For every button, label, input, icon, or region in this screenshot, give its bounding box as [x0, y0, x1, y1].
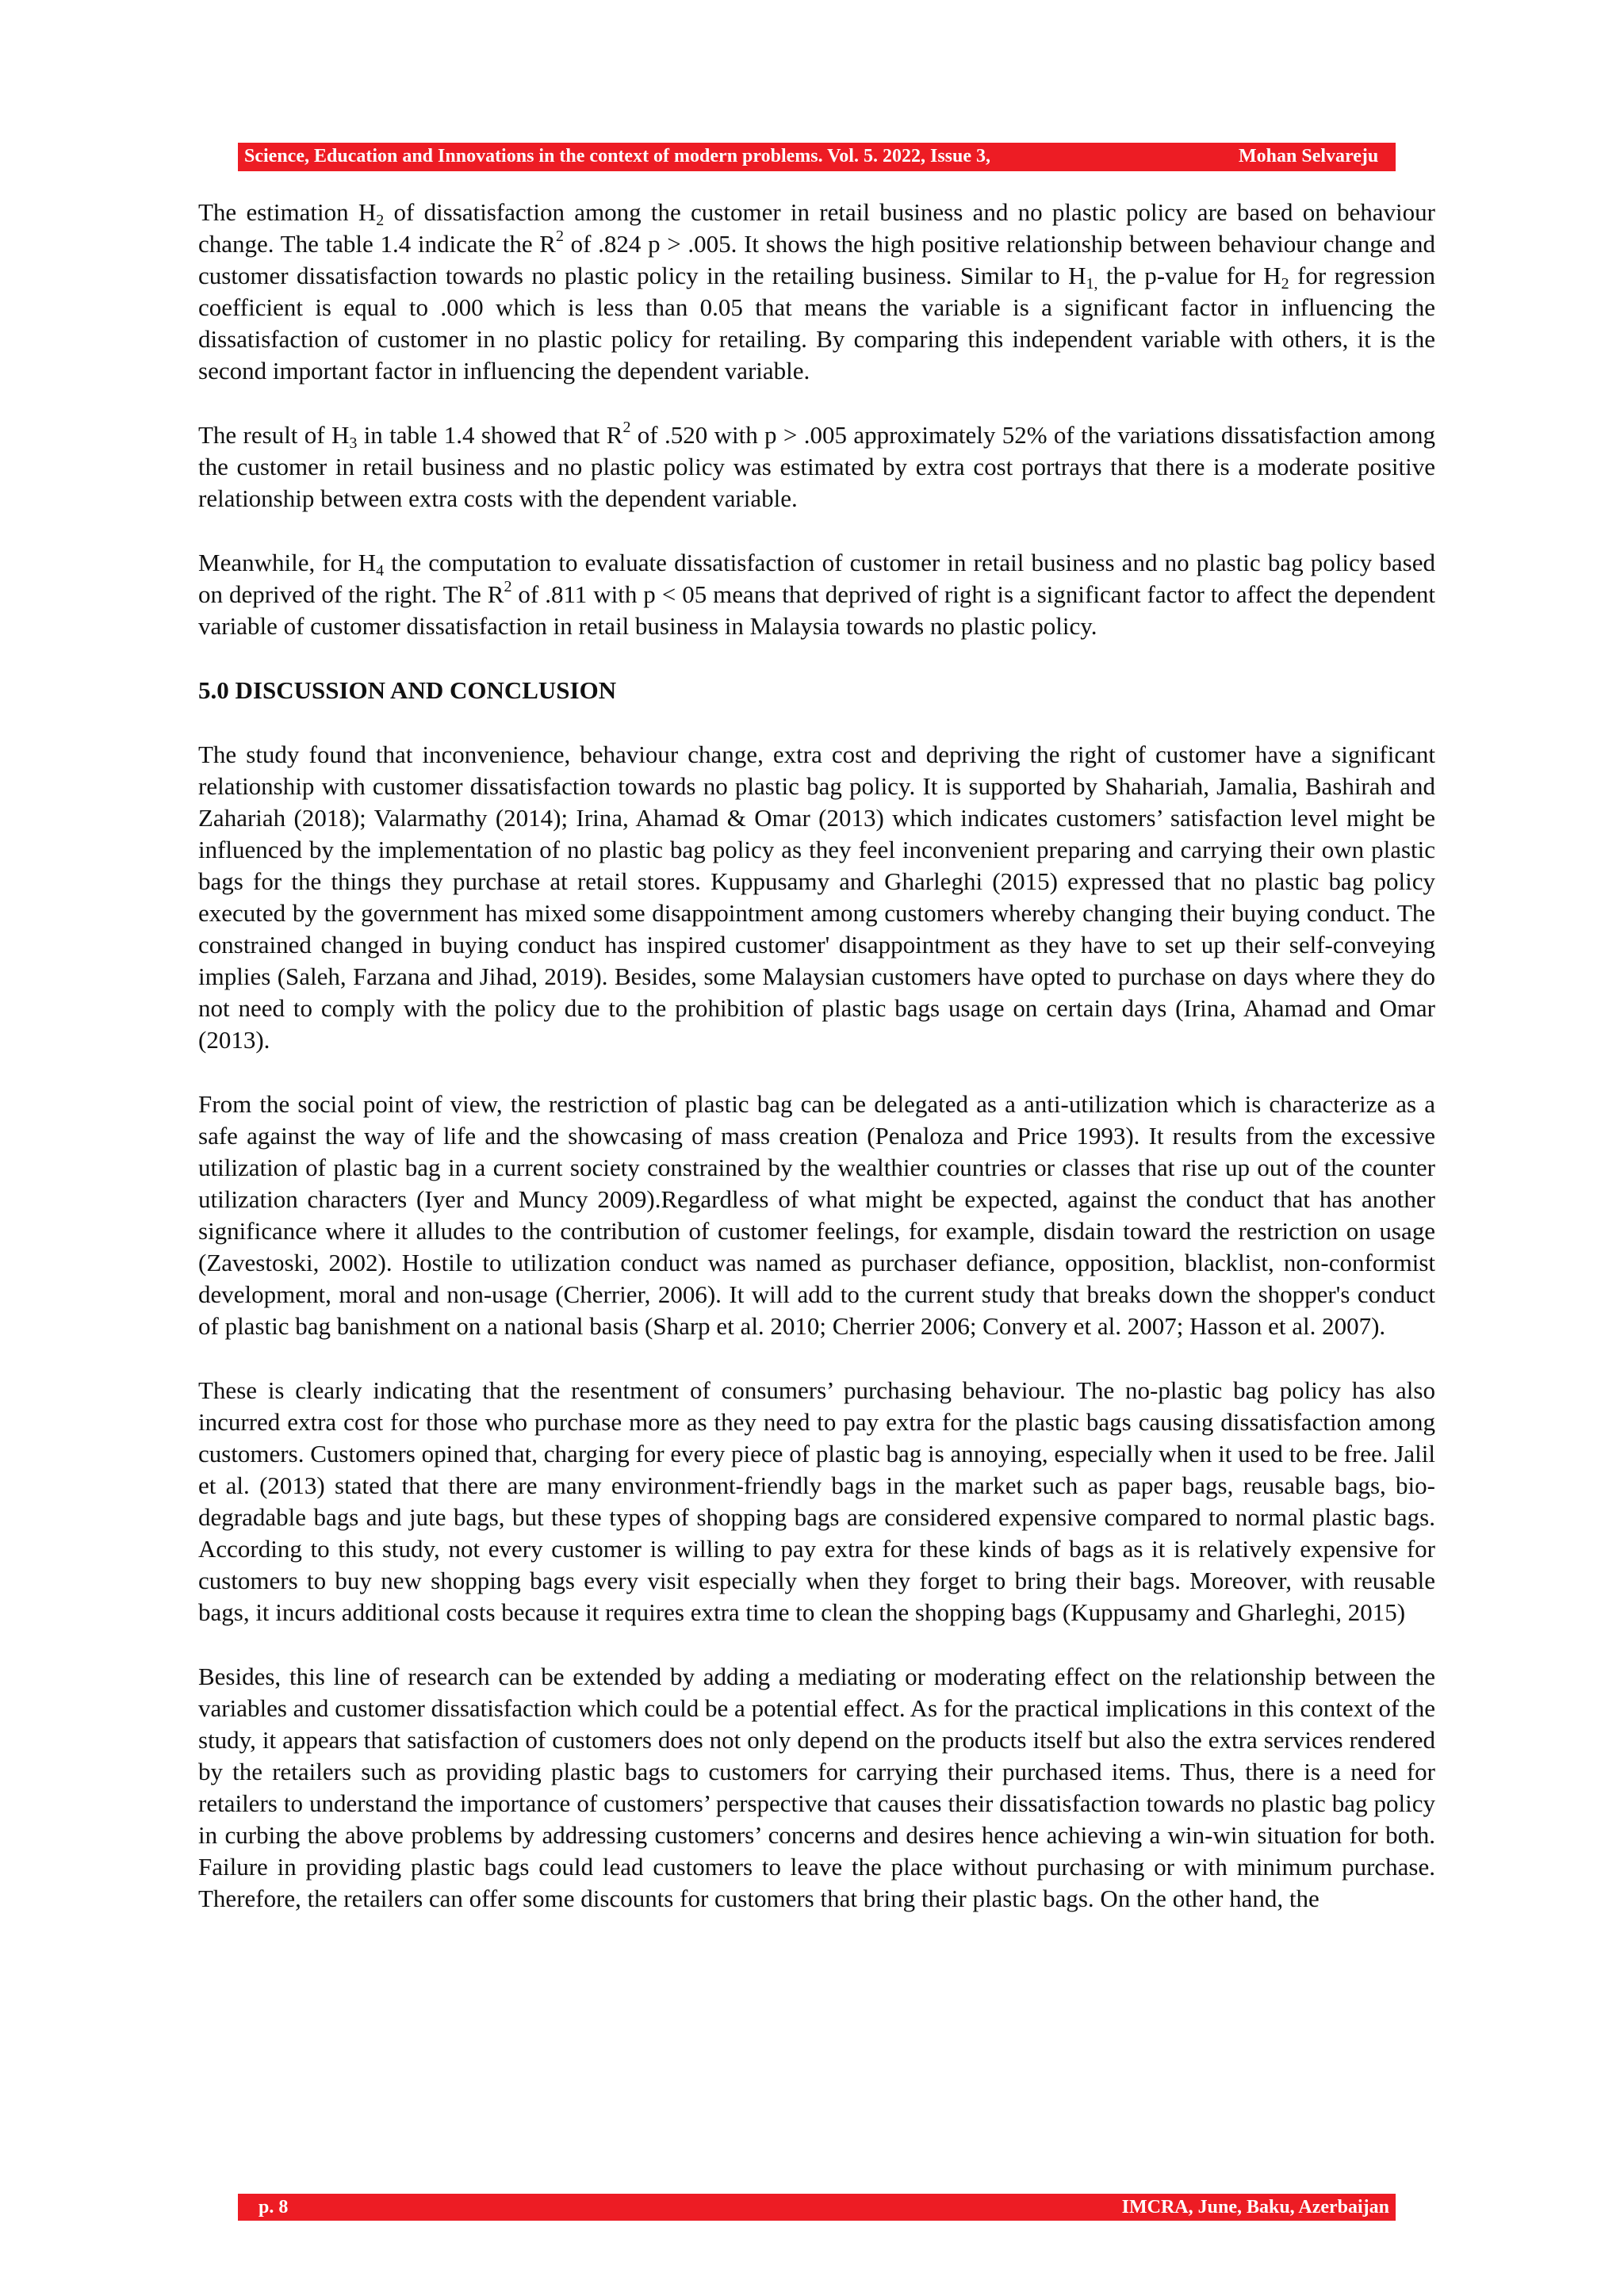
text-run: of .824 p > .005. It shows the high positive relationship between behaviour change and customer dissatisfaction towards no plastic policy in the retailing business. Similar to H [198, 230, 1435, 289]
author-name: Mohan Selvareju [1239, 146, 1379, 166]
text-run: the computation to evaluate dissatisfaction of customer in retail business and no plastic bag policy based on deprived of the right. The R [198, 549, 1435, 608]
subscript: 4 [376, 562, 385, 580]
journal-title: Science, Education and Innovations in the context of modern problems. Vol. 5. 2022, Issue 3, [244, 146, 990, 166]
subscript: 3 [349, 434, 358, 452]
text-run: Meanwhile, for H [198, 549, 377, 576]
paragraph-social-view: From the social point of view, the restriction of plastic bag can be delegated as a anti-utilization which is characterize as a safe against the way of life and the showcasing of mass creation (Penaloza and Price 1993). It results from the excessive utilization of plastic bag in a current society constrained by the wealthier countries or classes that rise up out of the counter utilization characters (Iyer and Muncy 2009).Regardless of what might be expected, against the conduct that has another significance where it alludes to the contribution of customer feelings, for example, disdain toward the restriction on usage (Zavestoski, 2002). Hostile to utilization conduct was named as purchaser defiance, opposition, blacklist, non-conformist development, moral and non-usage (Cherrier, 2006). It will add to the current study that breaks down the shopper's conduct of plastic bag banishment on a national basis (Sharp et al. 2010; Cherrier 2006; Convery et al. 2007; Hasson et al. 2007). [198, 1090, 1435, 1340]
paragraph-h4-computation [198, 547, 1435, 642]
section-heading: 5.0 DISCUSSION AND CONCLUSION [198, 676, 617, 704]
superscript: 2 [622, 419, 631, 436]
main-content [198, 197, 1435, 1947]
header-rule [238, 170, 1396, 171]
subscript: 2 [376, 212, 385, 229]
paragraph-study-findings: The study found that inconvenience, behaviour change, extra cost and depriving the right of customer have a significant relationship with customer dissatisfaction towards no plastic bag policy. It is supported by Shahariah, Jamalia, Bashirah and Zahariah (2018); Valarmathy (2014); Irina, Ahamad & Omar (2013) which indicates customers’ satisfaction level might be influenced by the implementation of no plastic bag policy as they feel inconvenient preparing and carrying their own plastic bags for the things they purchase at retail stores. Kuppusamy and Gharleghi (2015) expressed that no plastic bag policy executed by the government has mixed some disappointment among customers whereby changing their buying conduct. The constrained changed in buying conduct has inspired customer' disappointment as they have to set up their self-conveying implies (Saleh, Farzana and Jihad, 2019). Besides, some Malaysian customers have opted to purchase on days where they do not need to comply with the policy due to the prohibition of plastic bags usage on certain days (Irina, Ahamad and Omar (2013). [198, 740, 1435, 1054]
paragraph-h2-estimation [198, 197, 1435, 387]
superscript: 2 [504, 578, 512, 595]
text-run: the p-value for H [1097, 262, 1281, 289]
text-run: for regression coefficient is equal to .000 which is less than 0.05 that means the variable is a significant factor in influencing the dissatisfaction of customer in no plastic policy for retailing. By comparing this independent variable with others, it is the second important factor in influencing the dependent variable. [198, 262, 1435, 385]
paragraph-h3-result [198, 419, 1435, 515]
text-run: of .520 with p > .005 approximately 52% of the variations dissatisfaction among the customer in retail business and no plastic policy was estimated by extra cost portrays that there is a moderate positive relationship between extra costs with the dependent variable. [198, 421, 1436, 512]
paragraph-resentment: These is clearly indicating that the resentment of consumers’ purchasing behaviour. The no-plastic bag policy has also incurred extra cost for those who purchase more as they need to pay extra for the plastic bags causing dissatisfaction among customers. Customers opined that, charging for every piece of plastic bag is annoying, especially when it used to be free. Jalil et al. (2013) stated that there are many environment-friendly bags in the market such as paper bags, reusable bags, bio-degradable bags and jute bags, but these types of shopping bags are considered expensive compared to normal plastic bags. According to this study, not every customer is willing to pay extra for these kinds of bags as it is relatively expensive for customers to buy new shopping bags every visit especially when they forget to bring their bags. Moreover, with reusable bags, it incurs additional costs because it requires extra time to clean the shopping bags (Kuppusamy and Gharleghi, 2015) [198, 1376, 1435, 1626]
running-footer [238, 2194, 1396, 2221]
text-run: in table 1.4 showed that R [357, 421, 623, 449]
text-run: The result of H [198, 421, 350, 449]
page-number: p. 8 [259, 2197, 289, 2218]
text-run: of dissatisfaction among the customer in retail business and no plastic policy are based on behaviour change. The table 1.4 indicate the R [198, 198, 1435, 258]
superscript: 2 [555, 228, 564, 245]
publisher-info: IMCRA, June, Baku, Azerbaijan [1121, 2197, 1389, 2218]
paragraph-future-research: Besides, this line of research can be extended by adding a mediating or moderating effect on the relationship between the variables and customer dissatisfaction which could be a potential effect. As for the practical implications in this context of the study, it appears that satisfaction of customers does not only depend on the products itself but also the extra services rendered by the retailers such as providing plastic bags to customers for carrying their purchased items. Thus, there is a need for retailers to understand the importance of customers’ perspective that causes their dissatisfaction towards no plastic bag policy in curbing the above problems by addressing customers’ concerns and desires hence achieving a win-win situation for both. Failure in providing plastic bags could lead customers to leave the place without purchasing or with minimum purchase. Therefore, the retailers can offer some discounts for customers that bring their plastic bags. On the other hand, the [198, 1663, 1435, 1912]
subscript: 2 [1281, 275, 1289, 293]
subscript: 1, [1086, 275, 1098, 293]
text-run: of .811 with p < 05 means that deprived of right is a significant factor to affect the dependent variable of customer dissatisfaction in retail business in Malaysia towards no plastic policy. [198, 580, 1435, 640]
text-run: The estimation H [198, 198, 377, 226]
running-header [238, 143, 1396, 170]
